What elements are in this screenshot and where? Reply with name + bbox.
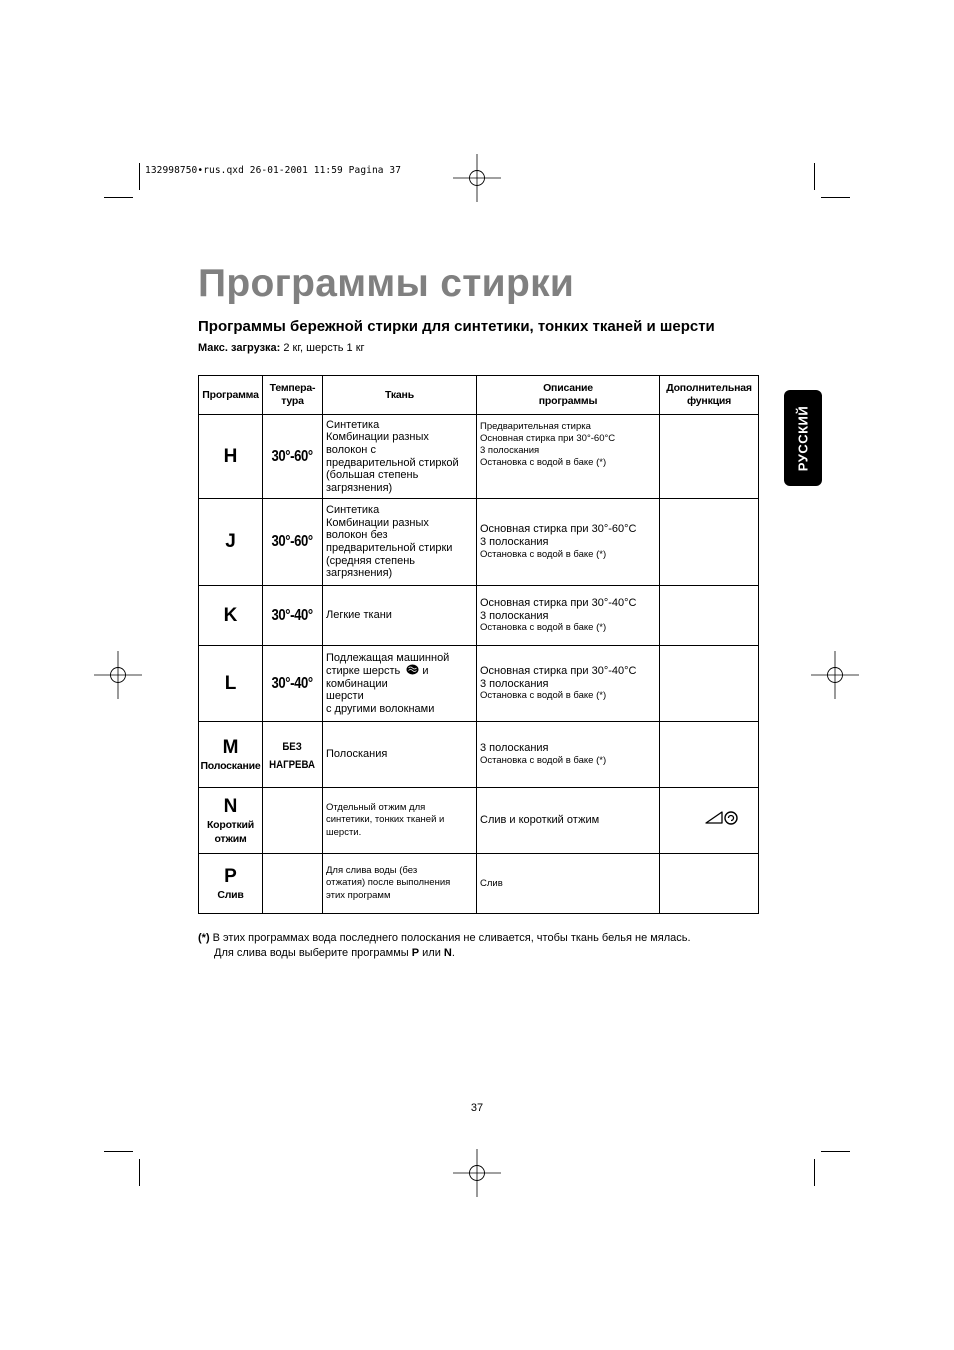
page-number: 37 xyxy=(470,1102,484,1114)
crop-mark xyxy=(139,1159,140,1186)
footnote xyxy=(198,931,691,961)
fabric-line: Синтетика xyxy=(326,504,380,517)
fabric-line: шерсти. xyxy=(326,826,362,838)
program-cell xyxy=(199,854,263,914)
fabric-cell xyxy=(323,415,477,499)
desc-line: Остановка с водой в баке (*) xyxy=(480,622,607,634)
temperature-cell xyxy=(263,499,323,586)
fabric-line: Для слива воды (без xyxy=(326,865,418,877)
function-cell xyxy=(660,722,759,788)
fabric-line: предварительной стиркой xyxy=(326,456,459,469)
fabric-line: загрязнения) xyxy=(326,567,393,580)
fabric-cell xyxy=(323,646,477,722)
fabric-line: (средняя степень xyxy=(326,554,416,567)
wool-icon xyxy=(406,664,419,675)
desc-line: Остановка с водой в баке (*) xyxy=(480,690,607,702)
desc-line: Остановка с водой в баке (*) xyxy=(480,754,607,766)
table-row xyxy=(199,722,759,788)
desc-line: Остановка с водой в баке (*) xyxy=(480,548,607,560)
crop-mark xyxy=(821,1151,850,1152)
max-load xyxy=(198,342,365,354)
desc-line: Основная стирка при 30°-40°C xyxy=(480,596,637,609)
table-row xyxy=(199,415,759,499)
footnote-text: Для слива воды выберите программы xyxy=(214,947,412,959)
header-fabric: Ткань xyxy=(323,376,477,415)
table-row xyxy=(199,854,759,914)
fabric-line-part: стирке шерсть xyxy=(326,665,401,678)
temperature-value: 30°-40° xyxy=(271,674,314,692)
description-cell xyxy=(477,722,660,788)
table-header-row xyxy=(199,376,759,415)
fabric-cell xyxy=(323,586,477,646)
fabric-cell xyxy=(323,722,477,788)
program-letter: M xyxy=(222,736,239,758)
fabric-line: волокон без xyxy=(326,529,388,542)
fabric-line: комбинации xyxy=(326,677,388,690)
desc-line: Основная стирка при 30°-60°C xyxy=(480,433,616,444)
fabric-line: волокон с xyxy=(326,443,376,456)
header-extra-function xyxy=(660,376,759,415)
header-desc-line1: Описание xyxy=(543,382,593,394)
programs-table xyxy=(198,375,759,914)
program-cell xyxy=(199,788,263,854)
crop-mark xyxy=(139,163,140,190)
registration-mark-icon xyxy=(450,151,504,205)
program-letter: K xyxy=(223,604,238,626)
fabric-line: этих программ xyxy=(326,889,391,901)
program-letter: L xyxy=(224,672,237,694)
function-cell xyxy=(660,788,759,854)
description-cell xyxy=(477,854,660,914)
fabric-line: с другими волокнами xyxy=(326,702,435,715)
desc-line: Слив xyxy=(480,877,503,889)
footnote-program-n: N xyxy=(443,947,452,959)
desc-line: 3 полоскания xyxy=(480,677,549,690)
footnote-program-p: P xyxy=(411,947,420,959)
program-cell xyxy=(199,646,263,722)
temperature-line: БЕЗ xyxy=(282,740,303,753)
crop-mark xyxy=(814,163,815,190)
desc-line: Слив и короткий отжим xyxy=(480,814,600,827)
temperature-cell xyxy=(263,854,323,914)
desc-line: Предварительная стирка xyxy=(480,421,591,432)
fabric-cell xyxy=(323,788,477,854)
function-cell xyxy=(660,586,759,646)
crop-mark xyxy=(104,197,133,198)
footnote-text: или xyxy=(419,947,444,959)
header-func-line2: функция xyxy=(686,395,732,407)
fabric-cell xyxy=(323,499,477,586)
desc-line: 3 полоскания xyxy=(480,742,549,755)
program-cell xyxy=(199,722,263,788)
fabric-line: загрязнения) xyxy=(326,481,393,494)
registration-mark-icon xyxy=(450,1146,504,1200)
crop-mark xyxy=(104,1151,133,1152)
fabric-line: Комбинации разных xyxy=(326,516,429,529)
max-load-value: 2 кг, шерсть 1 кг xyxy=(280,342,365,354)
footnote-text: В этих программах вода последнего полоскания не сливается, чтобы ткань белья не мялась. xyxy=(209,932,691,944)
function-cell xyxy=(660,499,759,586)
program-letter: P xyxy=(224,865,237,887)
fabric-line: синтетики, тонких тканей и xyxy=(326,814,445,826)
description-cell xyxy=(477,586,660,646)
program-letter: H xyxy=(223,445,238,467)
program-letter: J xyxy=(225,531,236,552)
fabric-line: Подлежащая машинной xyxy=(326,651,450,664)
temperature-cell xyxy=(263,586,323,646)
fabric-line: отжатия) после выполнения xyxy=(326,877,451,889)
header-desc-line2: программы xyxy=(538,395,598,407)
function-cell xyxy=(660,646,759,722)
fabric-line: шерсти xyxy=(326,690,364,703)
registration-mark-icon xyxy=(91,648,145,702)
program-subtitle: Полоскание xyxy=(200,759,261,772)
fabric-line: Легкие ткани xyxy=(326,609,392,622)
language-tab xyxy=(784,390,822,486)
temperature-cell xyxy=(263,415,323,499)
max-load-label: Макс. загрузка: xyxy=(198,342,281,354)
description-cell xyxy=(477,788,660,854)
header-program: Программа xyxy=(199,376,263,415)
table-row xyxy=(199,586,759,646)
crop-mark xyxy=(821,197,850,198)
desc-line: 3 полоскания xyxy=(480,536,549,548)
fabric-line: Отдельный отжим для xyxy=(326,802,426,814)
temperature-value: 30°-60° xyxy=(271,533,314,550)
desc-line: Остановка с водой в баке (*) xyxy=(480,457,607,468)
desc-line: Основная стирка при 30°-40°C xyxy=(480,664,637,677)
description-cell xyxy=(477,415,660,499)
temperature-cell xyxy=(263,788,323,854)
header-temp-line1: Темпера- xyxy=(269,382,316,394)
footnote-line-1 xyxy=(198,931,691,946)
temperature-value: 30°-40° xyxy=(271,606,314,624)
fabric-cell xyxy=(323,854,477,914)
drain-spin-icon xyxy=(704,809,740,827)
fabric-line: Комбинации разных xyxy=(326,431,429,444)
language-tab-label: РУССКИЙ xyxy=(795,405,811,471)
fabric-line xyxy=(326,664,473,678)
fabric-line-part: и xyxy=(422,665,429,678)
program-cell xyxy=(199,415,263,499)
program-cell xyxy=(199,586,263,646)
footnote-text: . xyxy=(451,947,455,959)
fabric-line: предварительной стирки xyxy=(326,542,453,554)
table-row xyxy=(199,499,759,586)
function-cell xyxy=(660,415,759,499)
program-letter: N xyxy=(223,795,238,817)
header-func-line1: Дополнительная xyxy=(666,382,752,394)
desc-line: 3 полоскания xyxy=(480,445,540,456)
program-subtitle: Короткий xyxy=(206,818,255,831)
slug-line: 132998750•rus.qxd 26-01-2001 11:59 Pagina 37 xyxy=(145,165,402,176)
fabric-line: (большая степень xyxy=(326,469,419,482)
program-subtitle: Слив xyxy=(217,888,244,901)
footnote-line-2 xyxy=(198,946,691,961)
header-description xyxy=(477,376,660,415)
temperature-value: 30°-60° xyxy=(271,447,314,465)
program-cell xyxy=(199,499,263,586)
table-row xyxy=(199,646,759,722)
description-cell xyxy=(477,499,660,586)
function-cell xyxy=(660,854,759,914)
table-row xyxy=(199,788,759,854)
crop-mark xyxy=(814,1159,815,1186)
program-subtitle: отжим xyxy=(214,832,247,845)
temperature-line: НАГРЕВА xyxy=(269,758,316,771)
registration-mark-icon xyxy=(808,648,862,702)
page-subtitle: Программы бережной стирки для синтетики, тонких тканей и шерсти xyxy=(198,318,715,335)
temperature-cell xyxy=(263,722,323,788)
header-temperature xyxy=(263,376,323,415)
header-temp-line2: тура xyxy=(281,395,304,407)
footnote-star: (*) xyxy=(198,932,210,944)
page-title: Программы стирки xyxy=(198,262,575,305)
temperature-cell xyxy=(263,646,323,722)
desc-line: 3 полоскания xyxy=(480,609,549,622)
fabric-line: Полоскания xyxy=(326,748,388,761)
desc-line: Основная стирка при 30°-60°C xyxy=(480,523,637,536)
description-cell xyxy=(477,646,660,722)
fabric-line: Синтетика xyxy=(326,418,380,431)
